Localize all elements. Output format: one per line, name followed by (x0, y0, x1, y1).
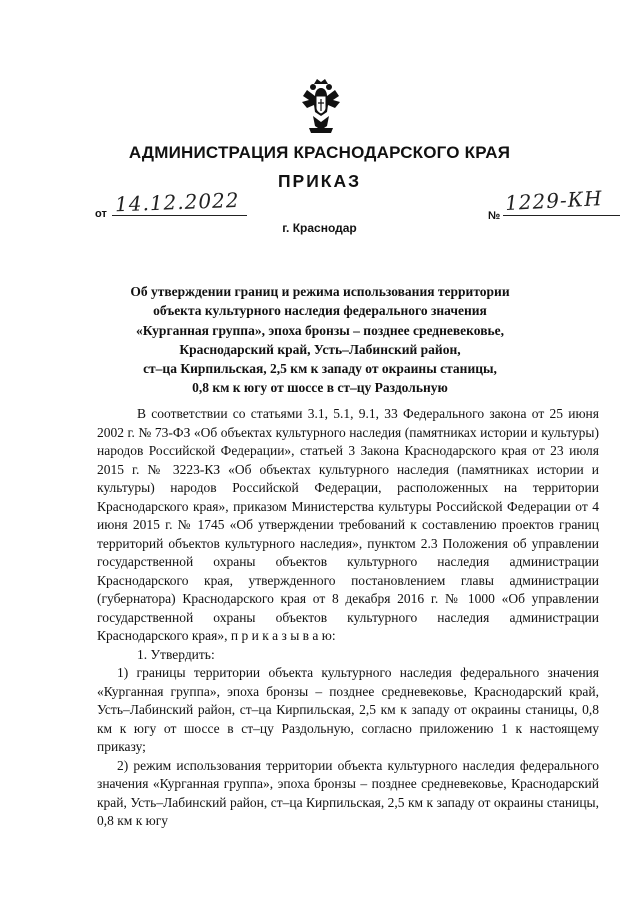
date-label: от (95, 208, 107, 220)
document-body (97, 405, 599, 831)
preamble-paragraph: В соответствии со статьями 3.1, 5.1, 9.1, 33 Федерального закона от 25 июня 2002 г. № 73-ФЗ «Об объектах культурного наследия (памятниках истории и культуры) народов Российской Федерации», статьей 3 Закона Краснодарского края от 23 июля 2015 г. № 3223-КЗ «Об объектах культурного наследия (памятниках истории и культуры) народов Российской Федерации, расположенных на территории Краснодарского края», приказом Министерства культуры Российской Федерации от 4 июня 2015 г. № 1745 «Об утверждении требований к составлению проектов границ территорий объектов культурного наследия», пунктом 2.3 Положения об управлении государственной охраны объектов культурного наследия администрации Краснодарского края, утвержденного постановлением главы администрации (губернатора) Краснодарского края от 8 декабря 2016 г. № 1000 «Об управлении государственной охраны объектов культурного наследия администрации Краснодарского края», п р и к а з ы в а ю: (97, 406, 599, 643)
title-line: Краснодарский край, Усть–Лабинский район, (179, 341, 461, 357)
title-line: 0,8 км к югу от шоссе в ст–цу Раздольную (192, 380, 448, 396)
order-item-1-2: 2) режим использования территории объекта культурного наследия федерального значения «Курганная группа», эпоха бронзы – позднее средневековье, Краснодарский край, Усть–Лабинский район, ст–ца Кирпильская, 2,5 км к западу от окраины станицы, 0,8 км к югу (97, 757, 599, 828)
title-line: ст–ца Кирпильская, 2,5 км к западу от окраины станицы, (143, 361, 497, 377)
document-type: ПРИКАЗ (277, 171, 362, 191)
title-line: объекта культурного наследия федерального значения (153, 303, 487, 319)
coat-of-arms-icon (299, 78, 343, 134)
number-underline (503, 215, 620, 216)
order-item-1-1: 1) границы территории объекта культурного наследия федерального значения «Курганная группа», эпоха бронзы – позднее средневековье, Краснодарский край, Усть–Лабинский район, ст–ца Кирпильская, 2,5 км к западу от окраины станицы, 0,8 км к югу от шоссе в ст–цу Раздольную, согласно приложению 1 к настоящему приказу; (97, 665, 599, 754)
title-line: Об утверждении границ и режима использования территории (130, 284, 510, 299)
order-item-1: 1. Утвердить: (137, 646, 215, 662)
organization-name: АДМИНИСТРАЦИЯ КРАСНОДАРСКОГО КРАЯ (128, 143, 511, 162)
title-line: «Курганная группа», эпоха бронзы – позднее средневековье, (135, 322, 504, 338)
date-underline (112, 215, 247, 216)
order-number: 1229-КН (504, 186, 604, 216)
order-date: 14.12.2022 (114, 187, 240, 217)
document-title (120, 282, 520, 398)
number-label: № (488, 210, 501, 222)
city-line: г. Краснодар (282, 221, 357, 235)
